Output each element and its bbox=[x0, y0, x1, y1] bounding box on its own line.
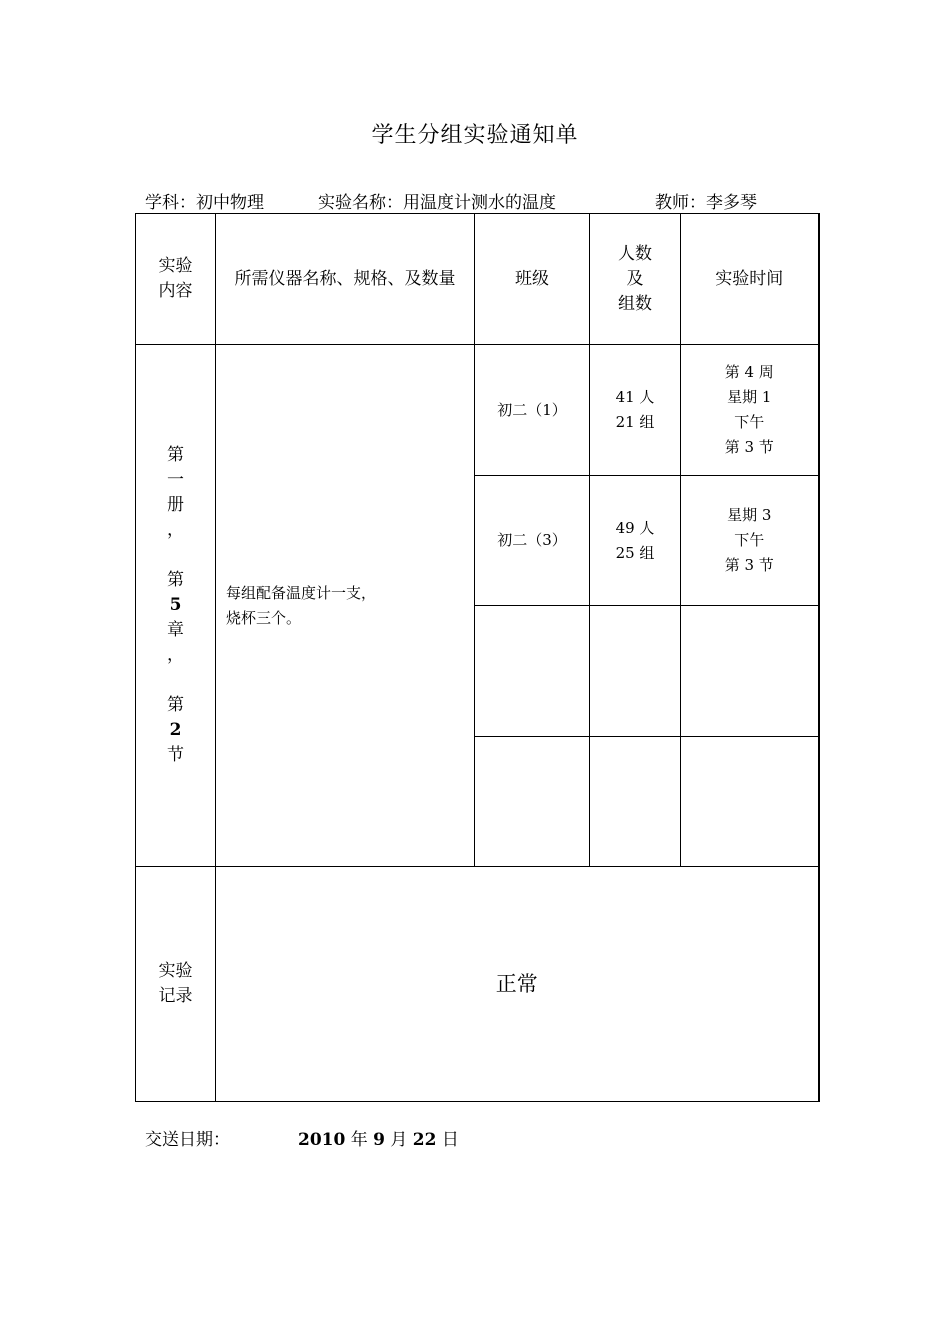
record-label: 实验 记录 bbox=[136, 867, 216, 1102]
equipment-cell: 每组配备温度计一支， 烧杯三个。 bbox=[216, 345, 475, 867]
experiment-name-field: 实验名称：用温度计测水的温度 bbox=[318, 193, 556, 213]
class-cell bbox=[475, 737, 590, 867]
class-cell bbox=[475, 606, 590, 737]
table-header-row bbox=[136, 214, 819, 345]
submit-date-label: 交送日期： bbox=[145, 1130, 230, 1150]
experiment-table bbox=[135, 213, 820, 1102]
header-equipment: 所需仪器名称、规格、及数量 bbox=[216, 214, 475, 345]
time-cell: 第 4 周 星期 1 下午 第 3 节 bbox=[681, 345, 819, 476]
record-result: 正常 bbox=[216, 867, 819, 1102]
submit-date: 2010 年 9 月 22 日 bbox=[298, 1130, 459, 1150]
page-title: 学生分组实验通知单 bbox=[371, 123, 579, 148]
table-row bbox=[136, 345, 819, 476]
header-time: 实验时间 bbox=[681, 214, 819, 345]
time-cell bbox=[681, 606, 819, 737]
class-cell: 初二（1） bbox=[475, 345, 590, 476]
count-cell: 49 人 25 组 bbox=[590, 476, 681, 606]
teacher-field: 教师：李多琴 bbox=[655, 193, 757, 213]
record-row bbox=[136, 867, 819, 1102]
header-content: 实验 内容 bbox=[136, 214, 216, 345]
count-cell bbox=[590, 737, 681, 867]
subject-field: 学科：初中物理 bbox=[145, 193, 264, 213]
header-class: 班级 bbox=[475, 214, 590, 345]
content-cell: 第 一 册 ， 第 5 章 ， 第 2 节 bbox=[136, 345, 216, 867]
header-count: 人数 及 组数 bbox=[590, 214, 681, 345]
count-cell: 41 人 21 组 bbox=[590, 345, 681, 476]
count-cell bbox=[590, 606, 681, 737]
time-cell: 星期 3 下午 第 3 节 bbox=[681, 476, 819, 606]
class-cell: 初二（3） bbox=[475, 476, 590, 606]
time-cell bbox=[681, 737, 819, 867]
